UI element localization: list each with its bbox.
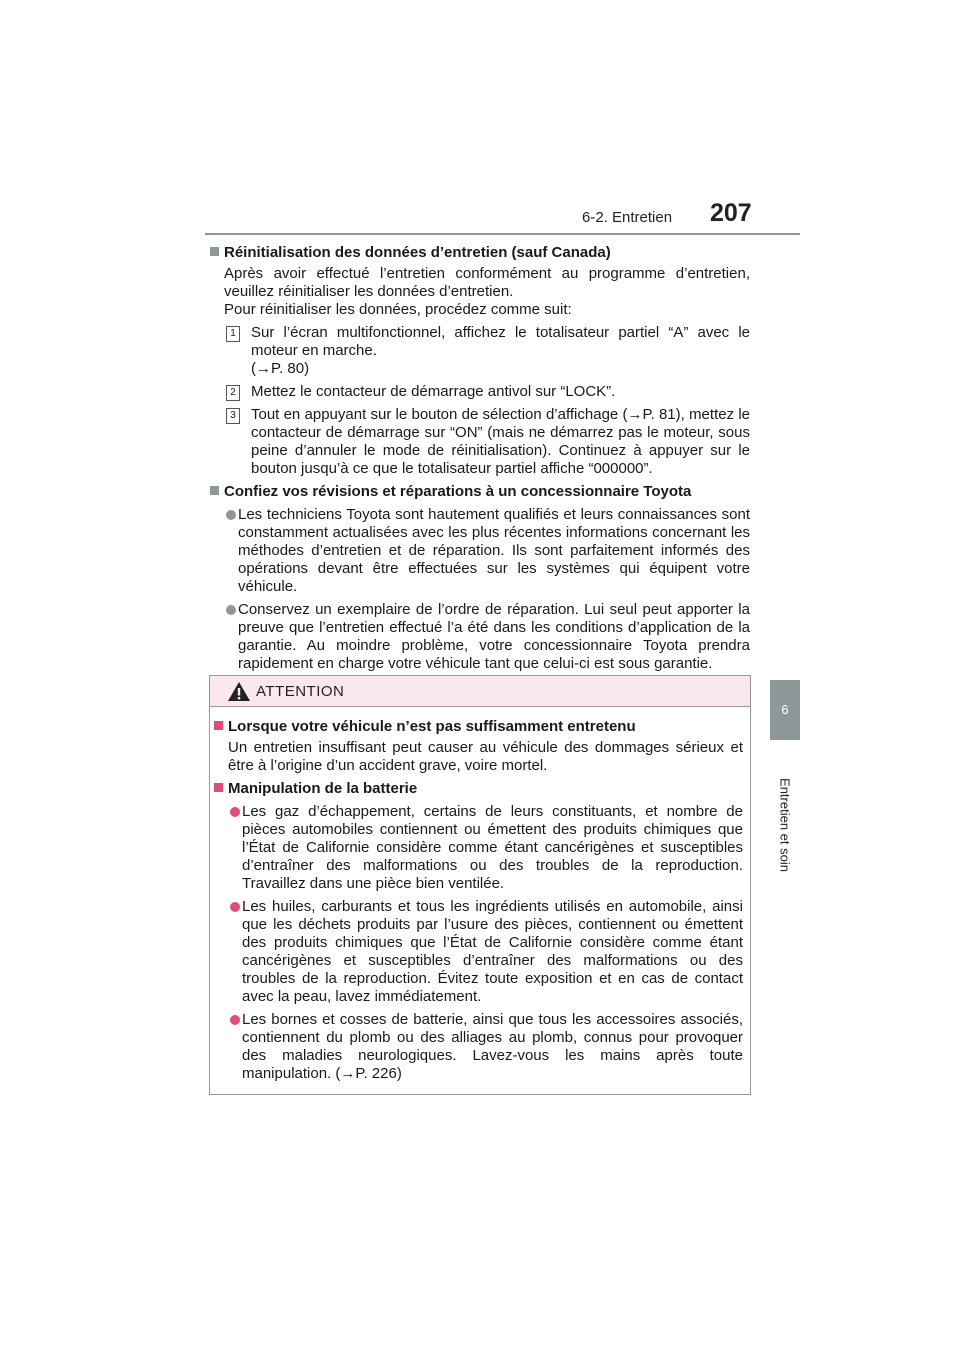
reset-intro-2: Pour réinitialiser les données, procédez comme suit: (224, 301, 572, 318)
bullet-dot-icon (230, 807, 240, 817)
attention-box (209, 675, 751, 1095)
list-item (214, 898, 743, 1006)
step-text: Mettez le contacteur de démarrage antivol sur “LOCK”. (251, 383, 616, 400)
attention-section-title: Lorsque votre véhicule n’est pas suffisamment entretenu (214, 718, 743, 736)
bullet-text: Les bornes et cosses de batterie, ainsi que tous les accessoires associés, contiennent du plomb ou des alliages au plomb, connus pour provoquer des maladies neurologiques. Lavez-vous les mains après toute manipulation. (→P. 226) (242, 1011, 743, 1082)
section-heading: 6-2. Entretien (582, 209, 673, 226)
bullet-text: Les gaz d’échappement, certains de leurs constituants, et nombre de pièces automobiles contiennent ou émettent des produits chimiques que l’État de Californie considère comme étant cancérigènes et susceptibles d’entraîner des malformations ou des troubles de la reproduction. Travaillez dans une pièce bien ventilée. (242, 803, 743, 892)
bullet-text: Les huiles, carburants et tous les ingrédients utilisés en automobile, ainsi que les déchets produits par l’usure des pièces, contiennent ou émettent des produits chimiques que l’État de Californie considère comme étant cancérigènes et susceptibles d’entraîner des malformations ou des troubles de la reproduction. Évitez toute exposition et en cas de contact avec la peau, lavez immédiatement. (242, 898, 743, 1005)
step-item (210, 383, 750, 401)
bullet-text: Les techniciens Toyota sont hautement qualifiés et leurs connaissances sont constamment actualisées avec les plus récentes informations concernant les méthodes d’entretien et de réparation. Ils sont parfaitement informés des opérations devant être effectuées sur les systèmes qui équipent votre véhicule. (238, 506, 750, 595)
dealer-section-title: Confiez vos révisions et réparations à un concessionnaire Toyota (210, 483, 750, 501)
list-item (210, 601, 750, 673)
chapter-tab[interactable] (770, 680, 800, 740)
bullet-dot-icon (230, 902, 240, 912)
section-square-icon (214, 783, 223, 792)
list-item (210, 506, 750, 596)
page-number: 207 (710, 199, 752, 227)
chapter-title: Entretien et soin (777, 778, 793, 872)
bullet-dot-icon (226, 510, 236, 520)
attention-section-title: Manipulation de la batterie (214, 780, 743, 798)
list-item (214, 1011, 743, 1083)
step-number-box: 1 (226, 326, 240, 342)
step-number-box: 2 (226, 385, 240, 401)
step-number-box: 3 (226, 408, 240, 424)
warning-triangle-icon (227, 681, 251, 702)
reset-intro: Après avoir effectué l’entretien conformément au programme d’entretien, veuillez réinitialiser les données d’entretien. (224, 265, 750, 300)
bullet-dot-icon (230, 1015, 240, 1025)
section-square-icon (210, 247, 219, 256)
section-square-icon (214, 721, 223, 730)
step-text: Tout en appuyant sur le bouton de sélection d’affichage (→P. 81), mettez le contacteur de démarrage sur “ON” (mais ne démarrez pas le moteur, sous peine d’annuler le mode de réinitialisation). Continuez à appuyer sur le bouton jusqu’à ce que le totalisateur partiel affiche “000000”. (251, 406, 750, 477)
page-reference-link[interactable]: (→P. 80) (251, 360, 310, 377)
main-content (210, 244, 750, 673)
attention-header (210, 676, 750, 707)
attention-label: ATTENTION (256, 683, 345, 700)
section-square-icon (210, 486, 219, 495)
step-item (210, 406, 750, 478)
chapter-side-label (768, 760, 802, 890)
reset-section-title: Réinitialisation des données d’entretien (sauf Canada) (210, 244, 750, 262)
list-item (214, 803, 743, 893)
bullet-text: Conservez un exemplaire de l’ordre de réparation. Lui seul peut apporter la preuve que l’entretien effectué l’a été dans les conditions d’application de la garantie. Au moindre problème, votre concessionnaire Toyota prendra rapidement en charge votre véhicule tant que celui-ci est sous garantie. (238, 601, 750, 672)
bullet-dot-icon (226, 605, 236, 615)
attention-text: Un entretien insuffisant peut causer au véhicule des dommages sérieux et être à l’origine d’un accident grave, voire mortel. (228, 739, 743, 774)
chapter-number: 6 (781, 702, 789, 717)
attention-body (214, 718, 743, 1083)
step-text: Sur l’écran multifonctionnel, affichez le totalisateur partiel “A” avec le moteur en marche. (251, 324, 750, 359)
step-item (210, 324, 750, 378)
header-divider (205, 233, 800, 235)
